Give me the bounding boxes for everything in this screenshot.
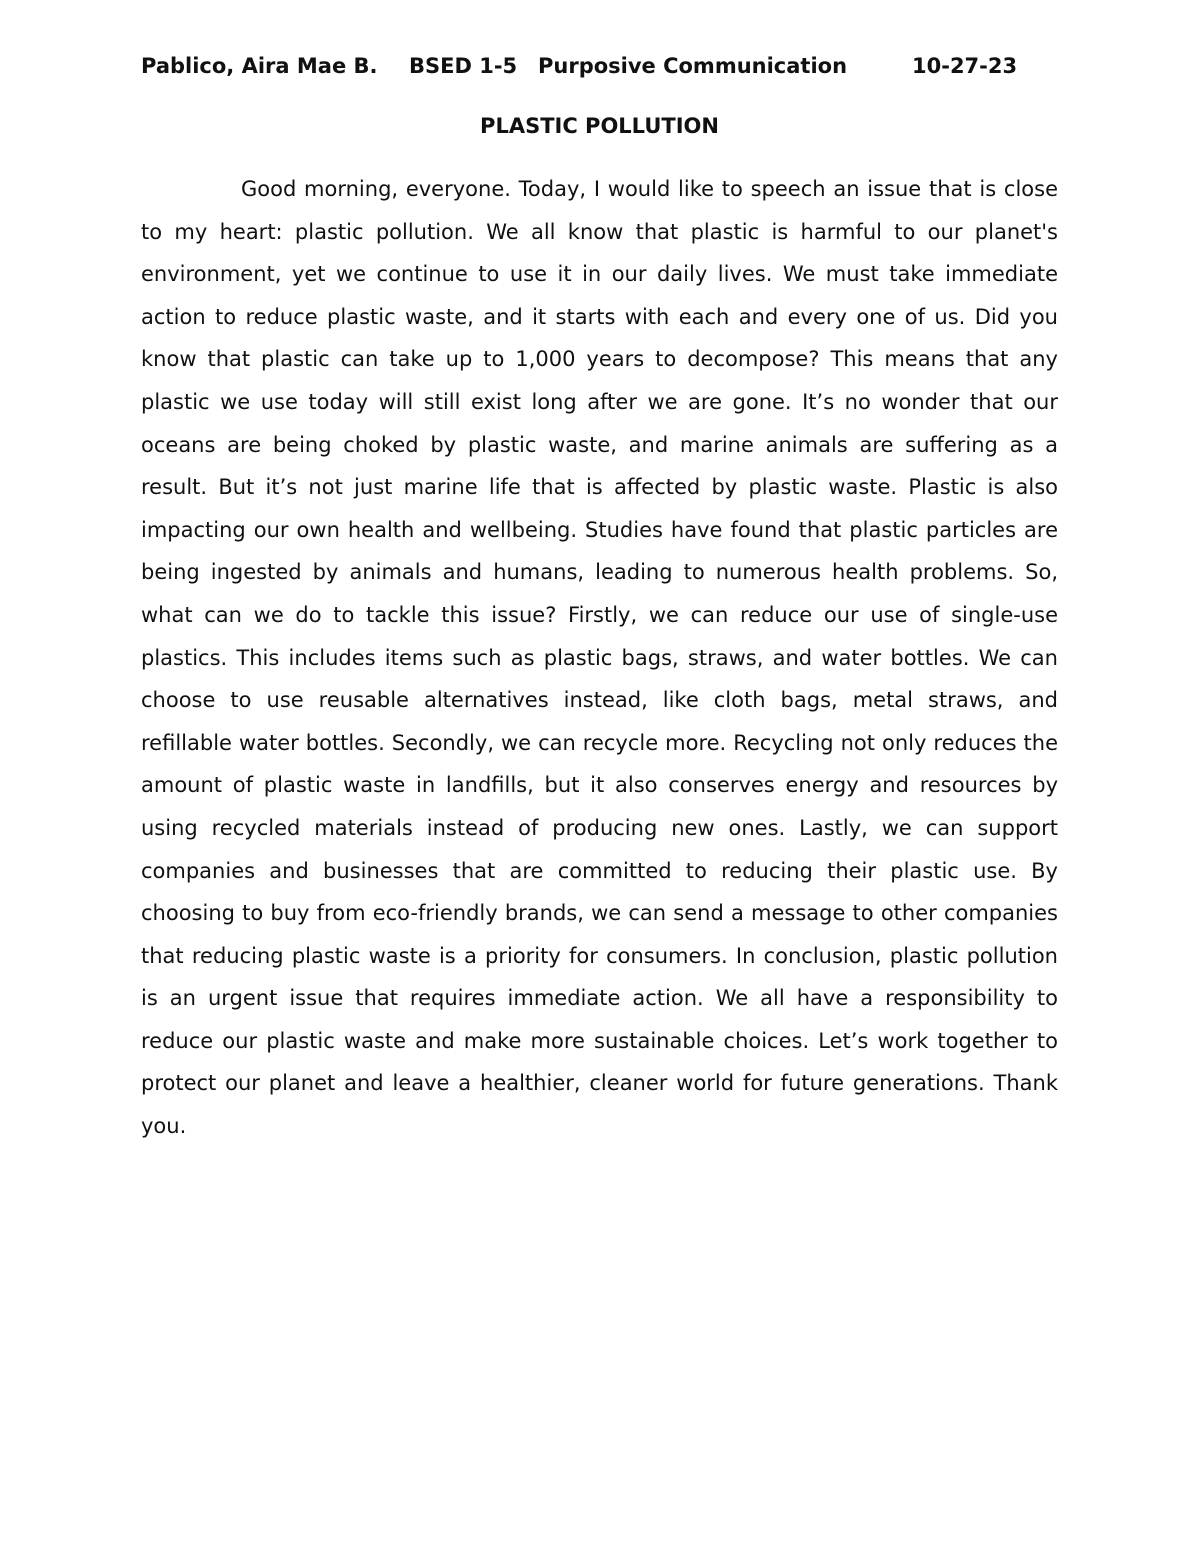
document-title: PLASTIC POLLUTION [480,114,719,138]
author-name: Pablico, Aira Mae B. [141,54,378,78]
document-date: 10-27-23 [912,54,1018,78]
speech-body: Good morning, everyone. Today, I would like to speech an issue that is close to my heart: plastic pollution. We all know that plastic is harmful to our planet's environment, yet we continue to use it in our daily lives. We must take immediate action to reduce plastic waste, and it starts with each and every one of us. Did you know that plastic can take up to 1,000 years to decompose? This means that any plastic we use today will still exist long after we are gone. It’s no wonder that our oceans are being choked by plastic waste, and marine animals are suffering as a result. But it’s not just marine life that is affected by plastic waste. Plastic is also impacting our own health and wellbeing. Studies have found that plastic particles are being ingested by animals and humans, leading to numerous health problems. So, what can we do to tackle this issue? Firstly, we can reduce our use of single-use plastics. This includes items such as plastic bags, straws, and water bottles. We can choose to use reusable alternatives instead, like cloth bags, metal straws, and refillable water bottles. Secondly, we can recycle more. Recycling not only reduces the amount of plastic waste in landfills, but it also conserves energy and resources by using recycled materials instead of producing new ones. Lastly, we can support companies and businesses that are committed to reducing their plastic use. By choosing to buy from eco-friendly brands, we can send a message to other companies that reducing plastic waste is a priority for consumers. In conclusion, plastic pollution is an urgent issue that requires immediate action. We all have a responsibility to reduce our plastic waste and make more sustainable choices. Let’s work together to protect our planet and leave a healthier, cleaner world for future generations. Thank you. [141,177,1058,1139]
subject-name: Purposive Communication [538,54,848,78]
document-header [141,54,1041,84]
course-section: BSED 1-5 [409,54,518,78]
